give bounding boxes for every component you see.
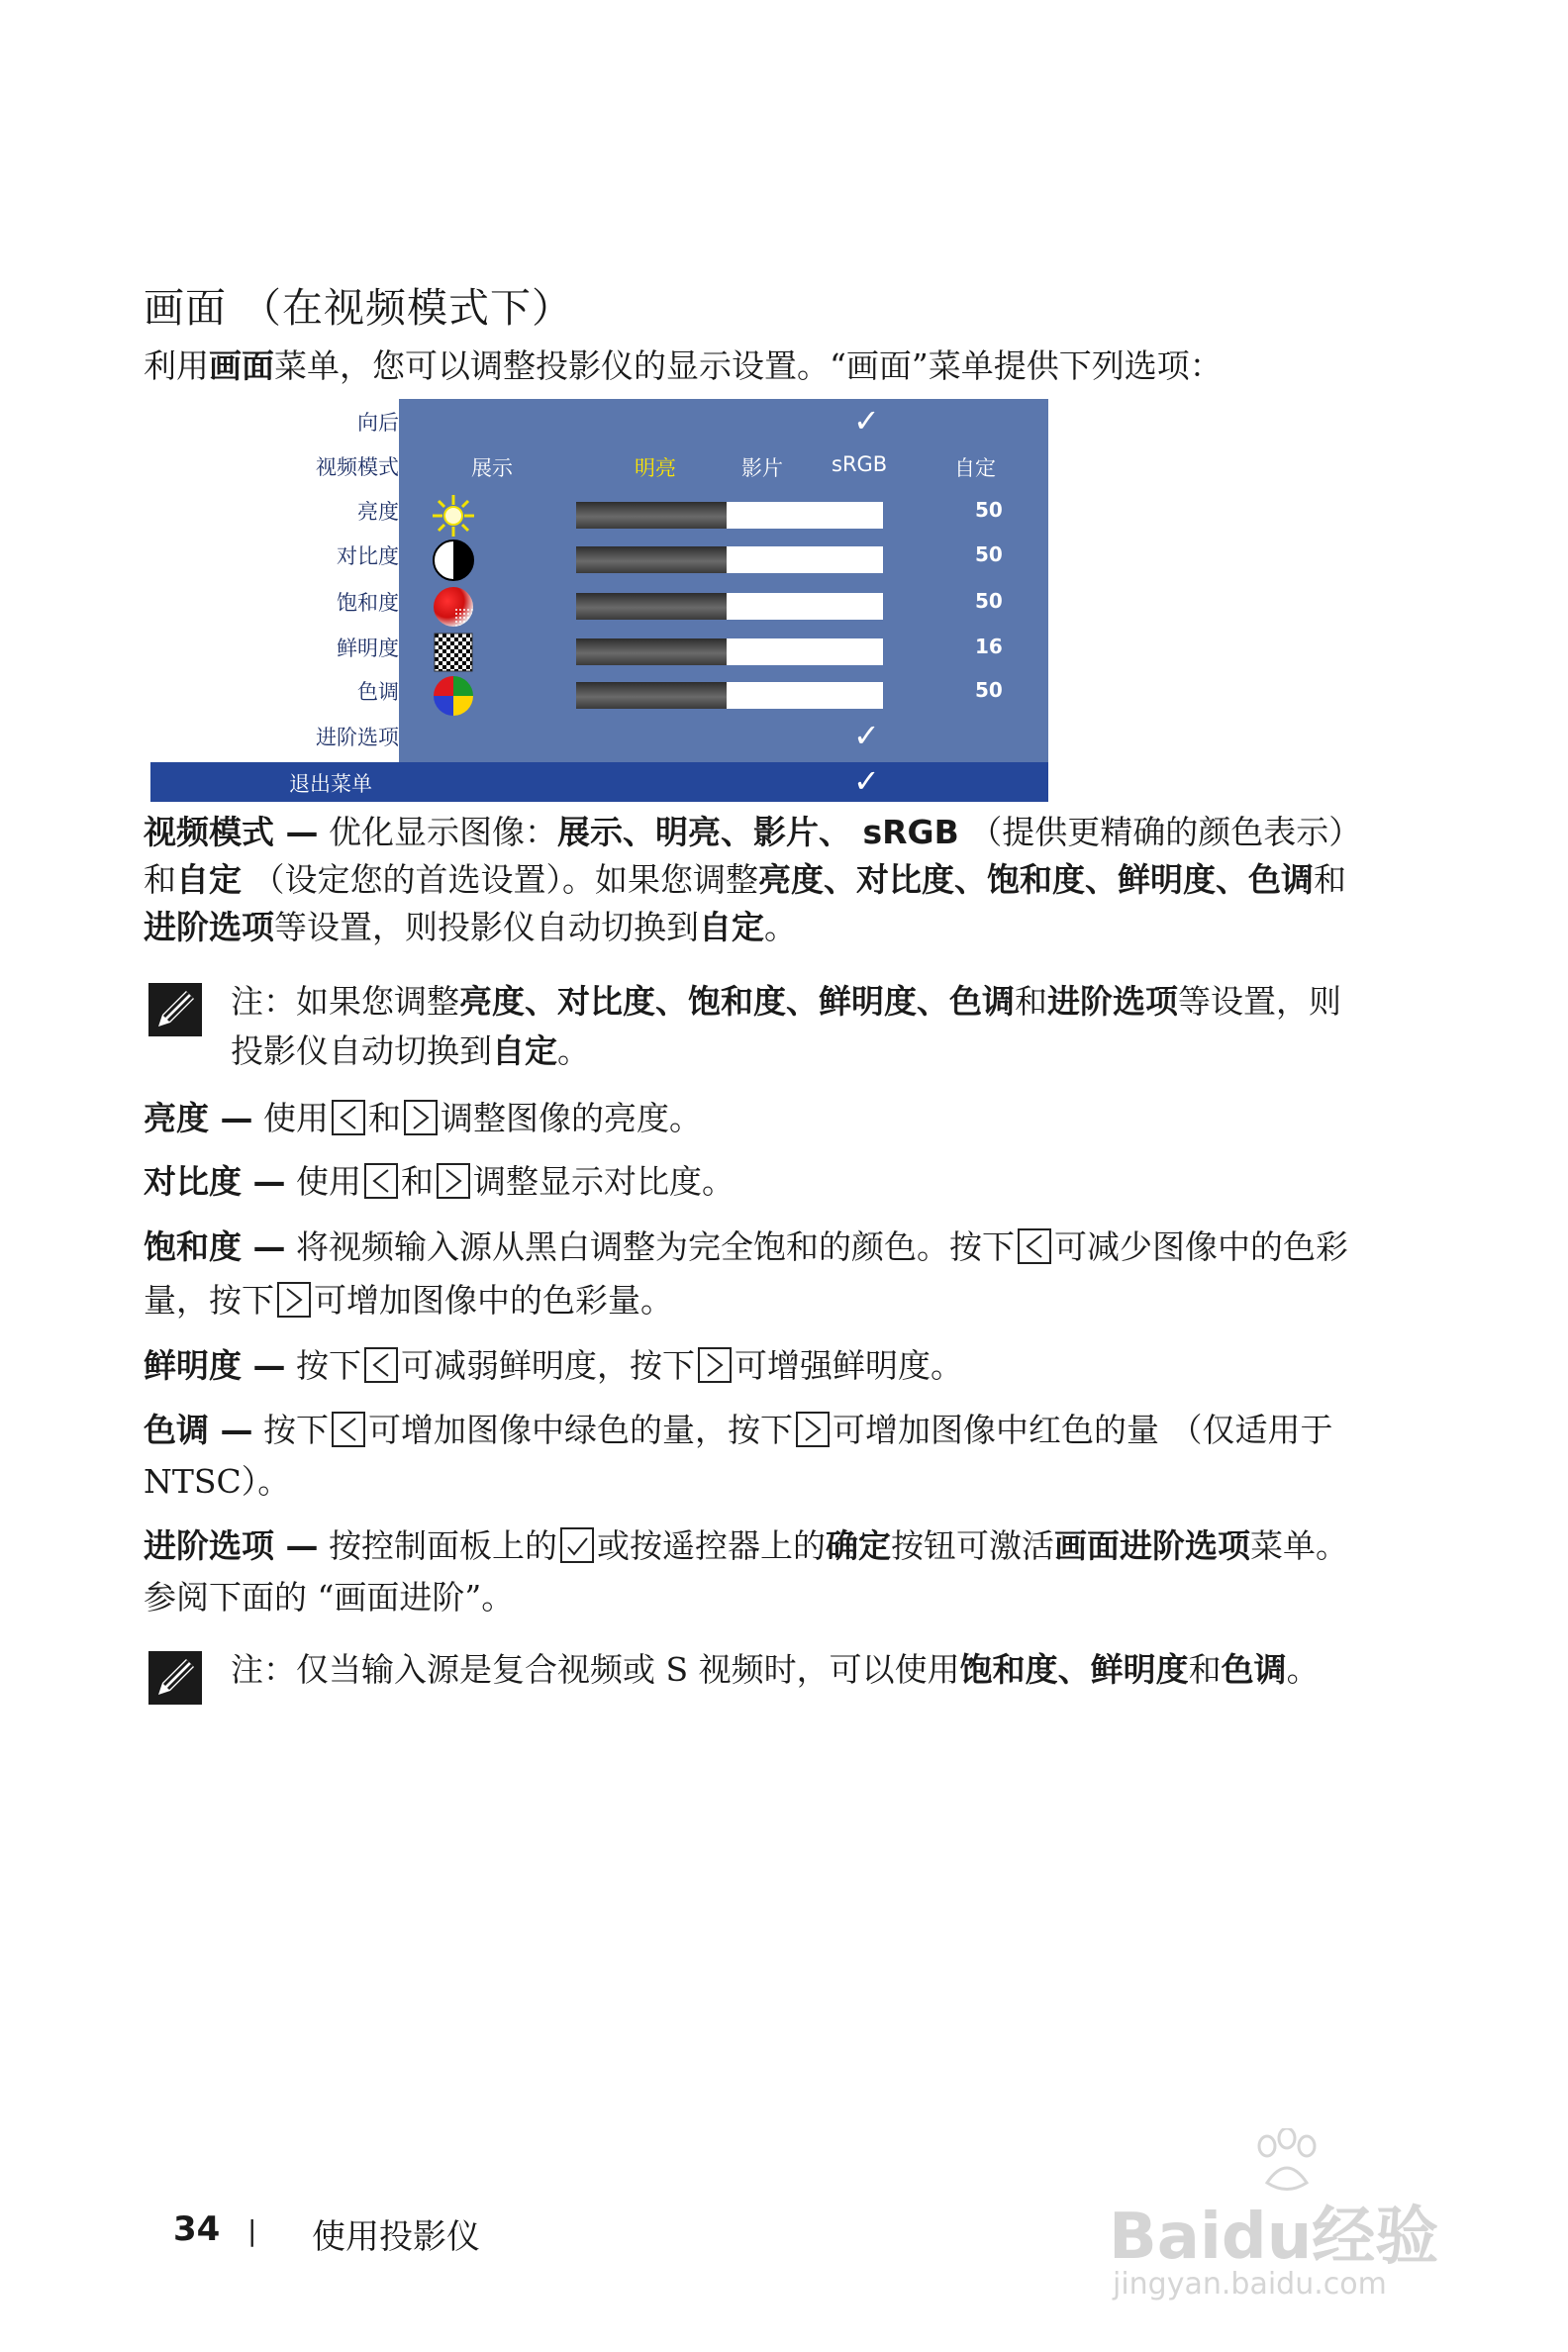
- tint-value: 50: [975, 678, 1003, 702]
- mode-option-bright[interactable]: 明亮: [635, 456, 676, 480]
- osd-row-saturation[interactable]: [150, 579, 1048, 624]
- watermark-url: jingyan.baidu.com: [1113, 2267, 1387, 2302]
- advanced-paragraph: 进阶选项 — 按控制面板上的 或按遥控器上的确定按钮可激活画面进阶选项菜单。参阅下面的 “画面进阶”。: [144, 1526, 1348, 1617]
- note-pencil-icon: [148, 983, 202, 1036]
- osd-row-contrast[interactable]: [150, 533, 1048, 577]
- osd-row-exit[interactable]: [150, 762, 1048, 802]
- saturation-slider[interactable]: [576, 593, 883, 620]
- note-2: 注：仅当输入源是复合视频或 S 视频时，可以使用饱和度、鲜明度和色调。: [231, 1650, 1320, 1689]
- osd-row-label: 鲜明度: [337, 637, 399, 660]
- video-mode-paragraph: 视频模式 — 优化显示图像：展示、明亮、影片、 sRGB （提供更精确的颜色表示）和自定 （设定您的首选设置）。如果您调整亮度、对比度、饱和度、鲜明度、色调和进阶选项等设置，则投影仪自动切换到自定。: [144, 813, 1346, 946]
- baidu-watermark: [1109, 2128, 1475, 2306]
- osd-row-advanced[interactable]: [150, 714, 1048, 758]
- watermark-brand: Baidu经验: [1109, 2201, 1439, 2274]
- footer-section: 使用投影仪: [312, 2217, 480, 2257]
- right-key-icon: [277, 1282, 311, 1318]
- slider-fill: [576, 638, 727, 665]
- slider-fill: [576, 593, 727, 620]
- tint-paragraph: 色调 — 按下 可增加图像中绿色的量，按下 可增加图像中红色的量 （仅适用于 NTSC）。: [144, 1411, 1333, 1501]
- saturation-paragraph: 饱和度 — 将视频输入源从黑白调整为完全饱和的颜色。按下 可减少图像中的色彩量，按下 可增加图像中的色彩量。: [144, 1227, 1348, 1320]
- mode-option-custom[interactable]: 自定: [954, 456, 996, 480]
- note-pencil-icon: [148, 1651, 202, 1705]
- mode-option-srgb[interactable]: sRGB: [832, 452, 888, 476]
- checkmark-icon: ✓: [853, 762, 880, 800]
- left-key-icon: [332, 1412, 365, 1447]
- slider-fill: [576, 546, 727, 573]
- contrast-paragraph: 对比度 — 使用 和 调整显示对比度。: [144, 1162, 735, 1201]
- checkmark-icon: ✓: [853, 402, 880, 440]
- intro-paragraph: 利用画面菜单，您可以调整投影仪的显示设置。“画面”菜单提供下列选项：: [144, 346, 1223, 385]
- osd-row-label: 退出菜单: [289, 772, 372, 796]
- tint-slider[interactable]: [576, 682, 883, 709]
- slider-fill: [576, 502, 727, 529]
- page-title: 画面 （在视频模式下）: [144, 284, 574, 332]
- right-key-icon: [404, 1100, 438, 1135]
- osd-row-back[interactable]: [150, 399, 1048, 443]
- left-key-icon: [364, 1347, 398, 1383]
- osd-row-brightness[interactable]: [150, 488, 1048, 533]
- page-number: 34: [173, 2209, 221, 2249]
- brightness-paragraph: 亮度 — 使用 和 调整图像的亮度。: [144, 1099, 702, 1137]
- right-key-icon: [796, 1412, 830, 1447]
- note-1: 注：如果您调整亮度、对比度、饱和度、鲜明度、色调和进阶选项等设置，则投影仪自动切换到自定。: [231, 982, 1341, 1070]
- sharpness-value: 16: [975, 635, 1003, 658]
- brightness-value: 50: [975, 498, 1003, 522]
- sharpness-paragraph: 鲜明度 — 按下 可减弱鲜明度，按下 可增强鲜明度。: [144, 1346, 963, 1385]
- saturation-icon: [431, 584, 476, 630]
- checkmark-icon: ✓: [853, 717, 880, 754]
- osd-row-label: 向后: [357, 411, 399, 435]
- enter-key-icon: [560, 1527, 594, 1563]
- osd-row-sharpness[interactable]: [150, 625, 1048, 669]
- saturation-value: 50: [975, 589, 1003, 613]
- brightness-slider[interactable]: [576, 502, 883, 529]
- osd-row-label: 亮度: [357, 500, 399, 524]
- sharpness-slider[interactable]: [576, 638, 883, 665]
- footer-separator: |: [247, 2214, 257, 2247]
- osd-row-video-mode[interactable]: [150, 443, 1048, 488]
- contrast-icon: [431, 538, 476, 583]
- osd-row-label: 视频模式: [316, 455, 399, 479]
- osd-image-menu: [150, 399, 1048, 802]
- osd-row-label: 进阶选项: [316, 726, 399, 749]
- left-key-icon: [332, 1100, 365, 1135]
- osd-row-tint[interactable]: [150, 668, 1048, 713]
- osd-row-label: 色调: [357, 680, 399, 704]
- osd-row-label: 饱和度: [337, 591, 399, 615]
- left-key-icon: [364, 1163, 398, 1199]
- right-key-icon: [698, 1347, 732, 1383]
- right-key-icon: [437, 1163, 470, 1199]
- mode-option-presentation[interactable]: 展示: [471, 456, 513, 480]
- left-key-icon: [1018, 1228, 1051, 1264]
- contrast-slider[interactable]: [576, 546, 883, 573]
- slider-fill: [576, 682, 727, 709]
- osd-row-label: 对比度: [337, 544, 399, 568]
- mode-option-movie[interactable]: 影片: [741, 456, 783, 480]
- tint-icon: [431, 673, 476, 719]
- contrast-value: 50: [975, 542, 1003, 566]
